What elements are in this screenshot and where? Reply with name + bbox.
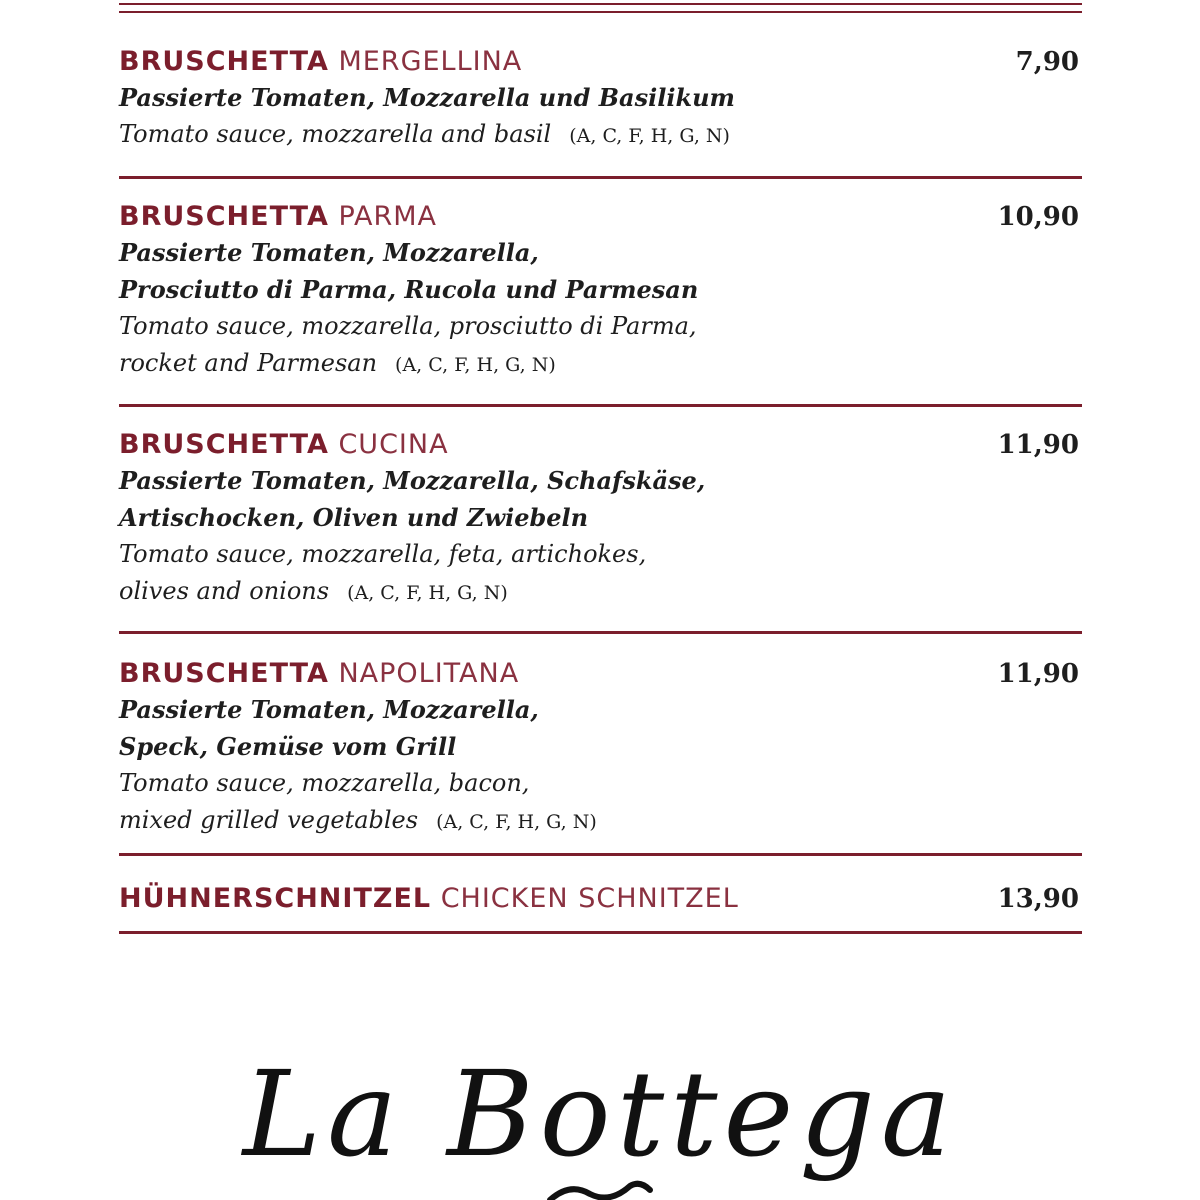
- item-description-english: Tomato sauce, mozzarella, feta, artichokes,: [119, 540, 647, 568]
- item-description-german: Passierte Tomaten, Mozzarella,: [119, 238, 539, 267]
- divider-line: [119, 931, 1082, 934]
- item-title: [119, 428, 1082, 462]
- item-name-light: CUCINA: [338, 429, 449, 460]
- item-name-bold: HÜHNERSCHNITZEL: [119, 883, 432, 914]
- top-double-rule-1: [119, 3, 1082, 5]
- item-name-light: NAPOLITANA: [338, 658, 520, 689]
- item-price: 13,90: [997, 884, 1079, 914]
- english-line: olives and onions: [119, 577, 330, 605]
- item-title: [119, 882, 1082, 916]
- item-allergens: (A, C, F, H, G, N): [569, 125, 730, 147]
- item-description-english: [119, 345, 1082, 384]
- item-description-english: [119, 573, 1082, 612]
- english-line: Tomato sauce, mozzarella and basil: [119, 120, 552, 148]
- item-title: [119, 657, 1082, 691]
- item-allergens: (A, C, F, H, G, N): [395, 354, 556, 376]
- item-name-bold: BRUSCHETTA: [119, 46, 329, 77]
- divider-line: [119, 176, 1082, 179]
- item-description-english: [119, 116, 1082, 155]
- menu-item-bruschetta-parma: [119, 200, 1082, 384]
- item-title: [119, 45, 1082, 79]
- menu-item-huehnerschnitzel: [119, 882, 1082, 916]
- item-name-light: MERGELLINA: [338, 46, 523, 77]
- item-description-german: Passierte Tomaten, Mozzarella und Basilikum: [119, 83, 735, 112]
- logo-flourish-icon: [540, 1180, 660, 1200]
- item-price: 11,90: [997, 659, 1079, 689]
- divider-line: [119, 631, 1082, 634]
- item-description-english: Tomato sauce, mozzarella, bacon,: [119, 769, 530, 797]
- item-name-bold: BRUSCHETTA: [119, 658, 329, 689]
- logo-text: La Bottega: [242, 1045, 958, 1183]
- menu-item-bruschetta-cucina: [119, 428, 1082, 612]
- item-allergens: (A, C, F, H, G, N): [347, 582, 508, 604]
- top-double-rule-2: [119, 11, 1082, 13]
- menu-item-bruschetta-mergellina: [119, 45, 1082, 155]
- divider-line: [119, 404, 1082, 407]
- divider-line: [119, 853, 1082, 856]
- menu-item-bruschetta-napolitana: [119, 657, 1082, 841]
- item-description-german: Passierte Tomaten, Mozzarella,: [119, 695, 539, 724]
- item-name-bold: BRUSCHETTA: [119, 429, 329, 460]
- item-description-german: Speck, Gemüse vom Grill: [119, 732, 457, 761]
- item-price: 7,90: [1015, 47, 1079, 77]
- english-line: mixed grilled vegetables: [119, 806, 419, 834]
- item-title: [119, 200, 1082, 234]
- item-description-english: [119, 802, 1082, 841]
- item-description-german: Prosciutto di Parma, Rucola und Parmesan: [119, 275, 699, 304]
- item-description-german: Passierte Tomaten, Mozzarella, Schafskäse,: [119, 466, 706, 495]
- english-line: rocket and Parmesan: [119, 349, 378, 377]
- item-name-light: CHICKEN SCHNITZEL: [440, 883, 739, 914]
- item-price: 11,90: [997, 430, 1079, 460]
- item-name-bold: BRUSCHETTA: [119, 201, 329, 232]
- item-description-german: Artischocken, Oliven und Zwiebeln: [119, 503, 589, 532]
- item-description-english: Tomato sauce, mozzarella, prosciutto di Parma,: [119, 312, 697, 340]
- item-allergens: (A, C, F, H, G, N): [436, 811, 597, 833]
- restaurant-logo: [0, 1045, 1200, 1183]
- item-price: 10,90: [997, 202, 1079, 232]
- item-name-light: PARMA: [338, 201, 438, 232]
